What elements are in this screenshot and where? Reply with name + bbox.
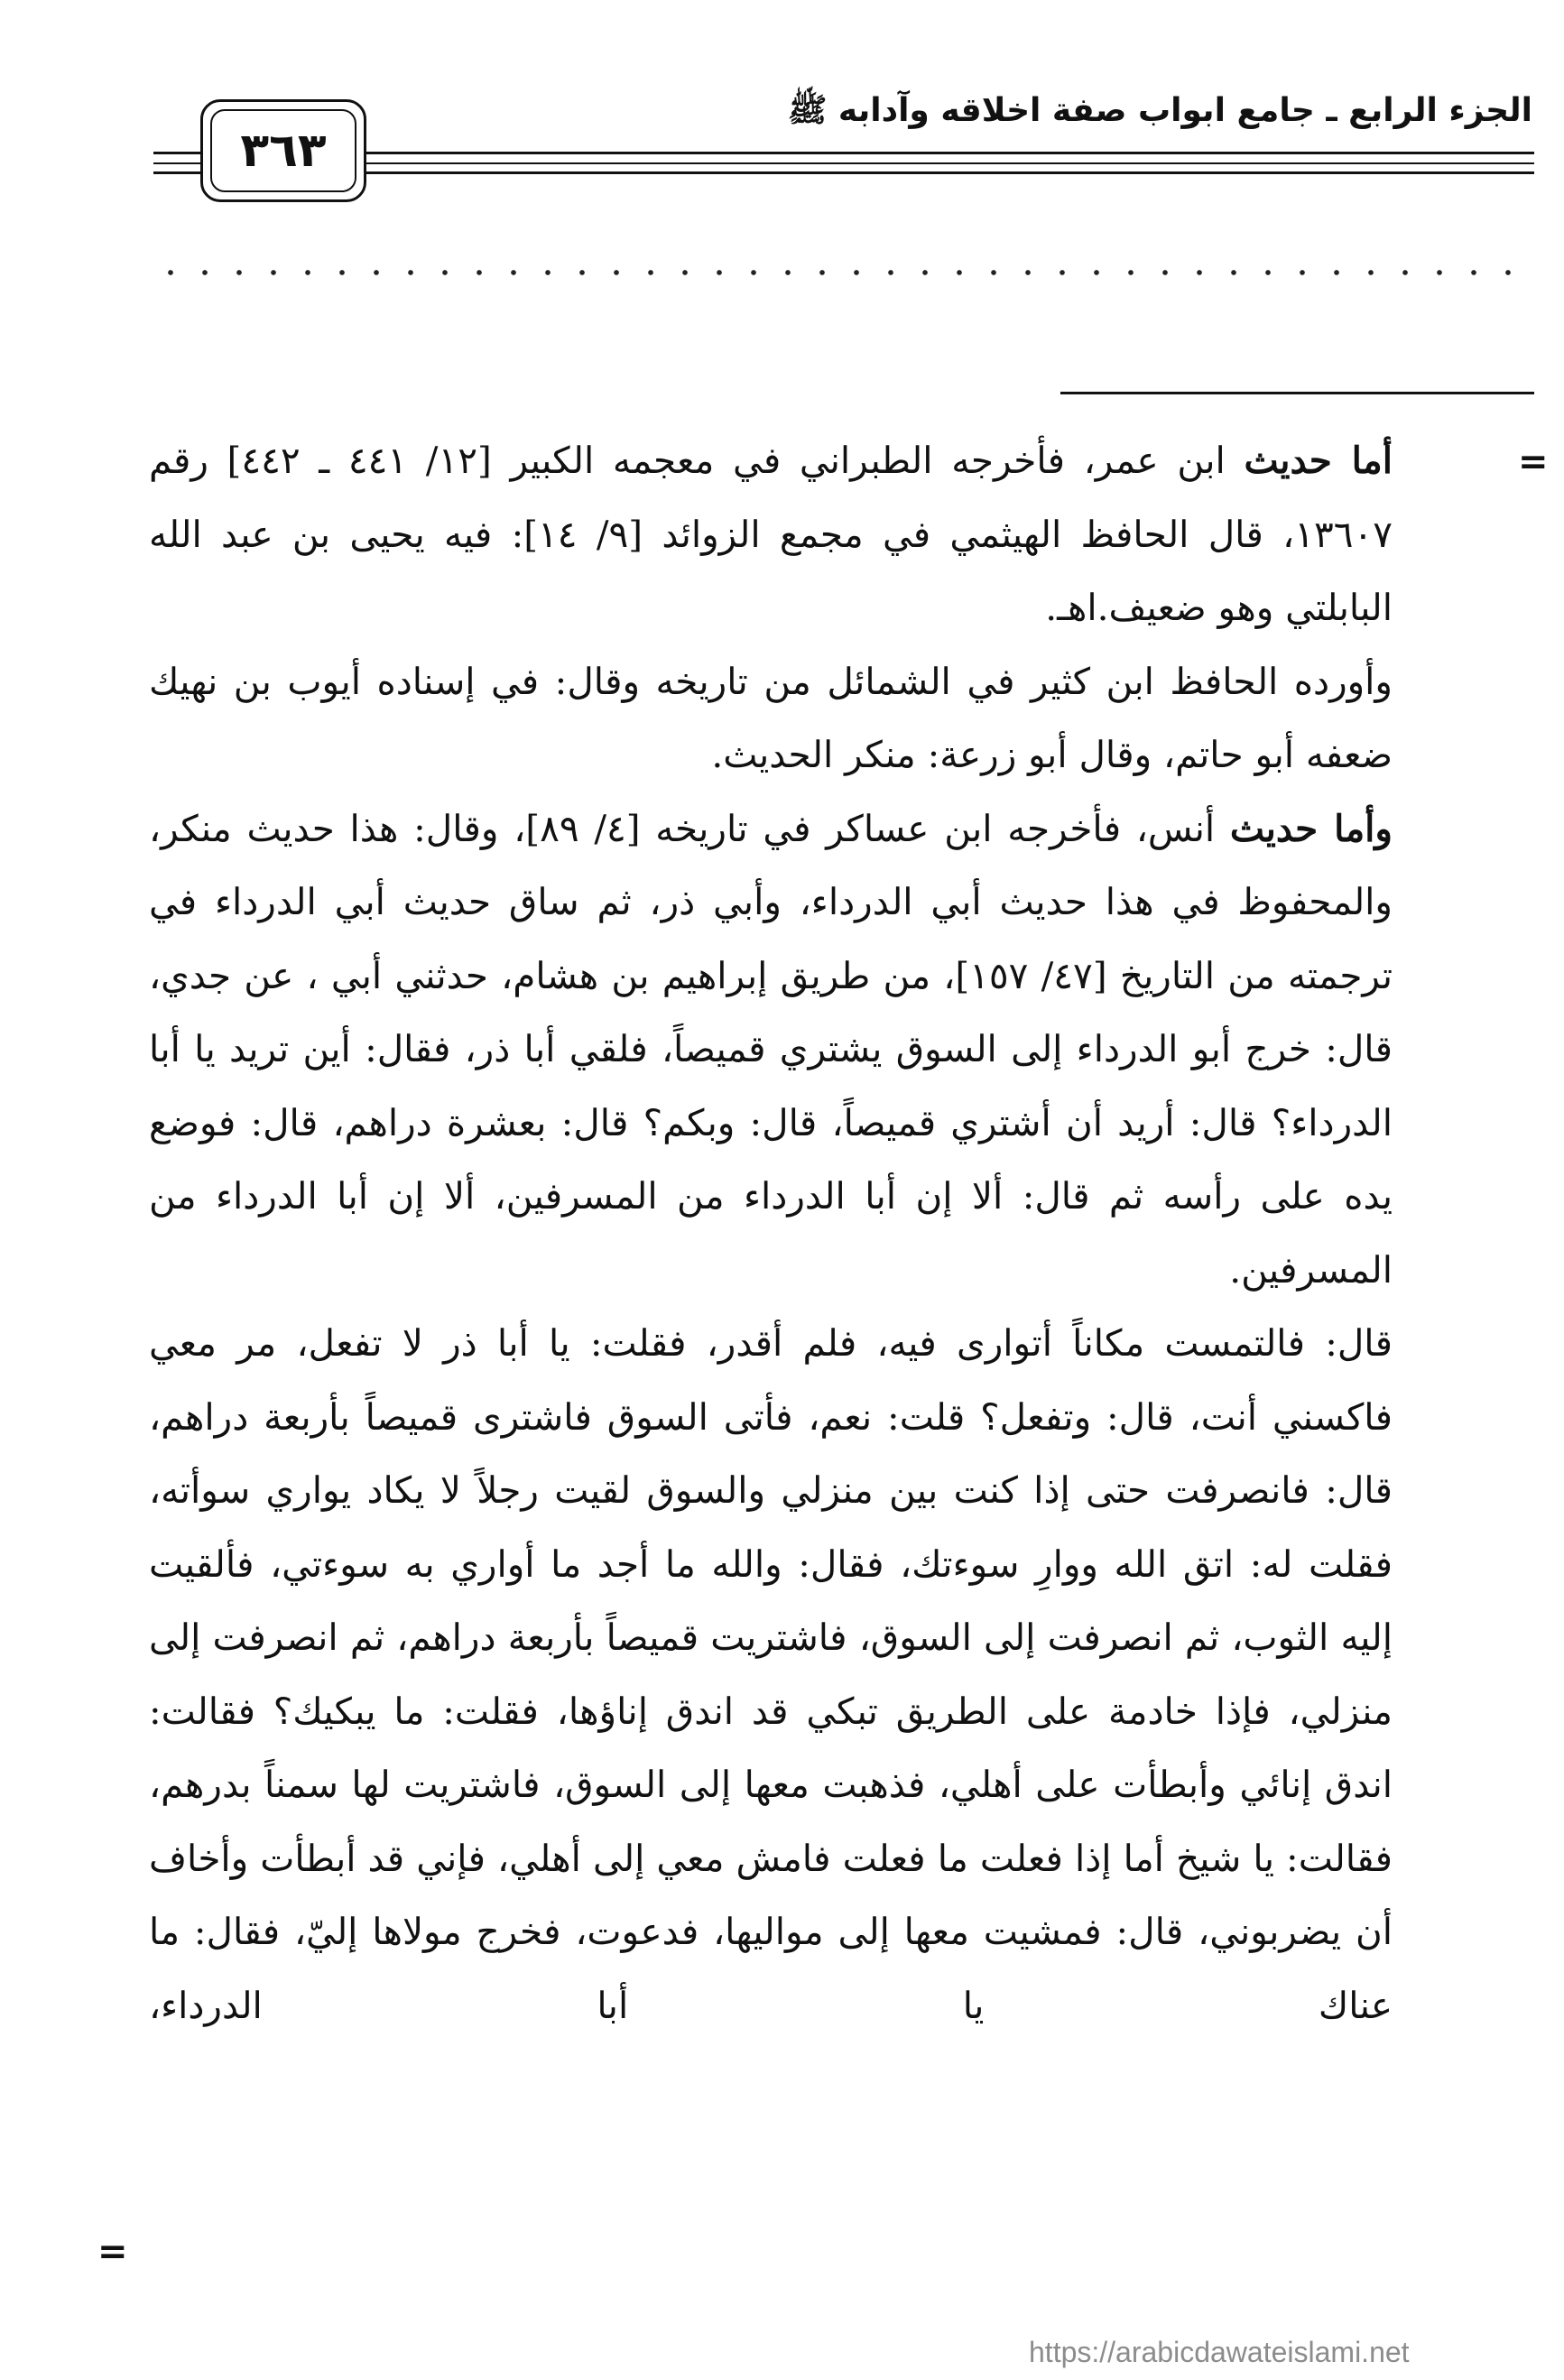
page-number-frame (200, 99, 366, 202)
paragraph-lead: أما حديث (1244, 439, 1393, 482)
paragraph-4 (149, 1307, 1393, 2042)
paragraph-lead: وأما حديث (1229, 806, 1393, 850)
paragraph-text: أنس، فأخرجه ابن عساكر في تاريخه [٤/ ٨٩]، وقال: هذا حديث منكر، والمحفوظ في هذا حديث أبي الدرداء، وأبي ذر، ثم ساق حديث أبي الدرداء في ترجمته من التاريخ [٤٧/ ١٥٧]، من طريق إبراهيم بن هشام، حدثني أبي ، عن جدي، قال: خرج أبو الدرداء إلى السوق يشتري قميصاً، فلقي أبا ذر، فقال: أين تريد يا أبا الدرداء؟ قال: أريد أن أشتري قميصاً، قال: وبكم؟ قال: بعشرة دراهم، قال: فوضع يده على رأسه ثم قال: ألا إن أبا الدرداء من المسرفين، ألا إن أبا الدرداء من المسرفين. (149, 806, 1393, 1292)
continuation-mark-top: = (1518, 441, 1549, 483)
page-number: ٣٦٣ (240, 124, 327, 178)
dotted-separator (153, 267, 1534, 278)
paragraph-text: وأورده الحافظ ابن كثير في الشمائل من تاريخه وقال: في إسناده أيوب بن نهيك ضعفه أبو حاتم، وقال أبو زرعة: منكر الحديث. (149, 659, 1393, 776)
watermark: https://arabicdawateislami.net (1029, 2336, 1410, 2368)
page-header (0, 0, 1564, 208)
paragraph-1 (149, 424, 1393, 645)
paragraph-text: ابن عمر، فأخرجه الطبراني في معجمه الكبير [١٢/ ٤٤١ ـ ٤٤٢] رقم ١٣٦٠٧، قال الحافظ الهيثمي في مجمع الزوائد [٩/ ١٤]: فيه يحيى بن عبد الله البابلتي وهو ضعيف.اهـ. (149, 439, 1393, 629)
footnote-rule (1060, 392, 1534, 394)
paragraph-2 (149, 645, 1393, 792)
paragraph-3 (149, 792, 1393, 1308)
paragraph-text: قال: فالتمست مكاناً أتوارى فيه، فلم أقدر، فقلت: يا أبا ذر لا تفعل، مر معي فاكسني أنت، قال: وتفعل؟ قلت: نعم، فأتى السوق فاشترى قميصاً بأربعة دراهم، قال: فانصرفت حتى إذا كنت بين منزلي والسوق لقيت رجلاً لا يكاد يواري سوأته، فقلت له: اتق الله ووارِ سوءتك، فقال: والله ما أجد ما أواري به سوءتي، فألقيت إليه الثوب، ثم انصرفت إلى السوق، فاشتريت قميصاً بأربعة دراهم، ثم انصرفت إلى منزلي، فإذا خادمة على الطريق تبكي قد اندق إناؤها، فقلت: ما يبكيك؟ فقالت: اندق إنائي وأبطأت على أهلي، فذهبت معها إلى السوق، فاشتريت لها سمناً بدرهم، فقالت: يا شيخ أما إذا فعلت ما فعلت فامش معي إلى أهلي، فإني قد أبطأت وأخاف أن يضربوني، قال: فمشيت معها إلى مواليها، فدعوت، فخرج مولاها إليّ، فقال: ما عناك يا أبا الدرداء، (149, 1321, 1393, 2027)
running-title: الجزء الرابع ـ جامع ابواب صفة اخلاقه وآدابه ﷺ (787, 92, 1532, 129)
continuation-mark-bottom: = (97, 2231, 128, 2273)
page-number-frame-inner (210, 109, 356, 192)
footnote-body (149, 424, 1393, 2042)
